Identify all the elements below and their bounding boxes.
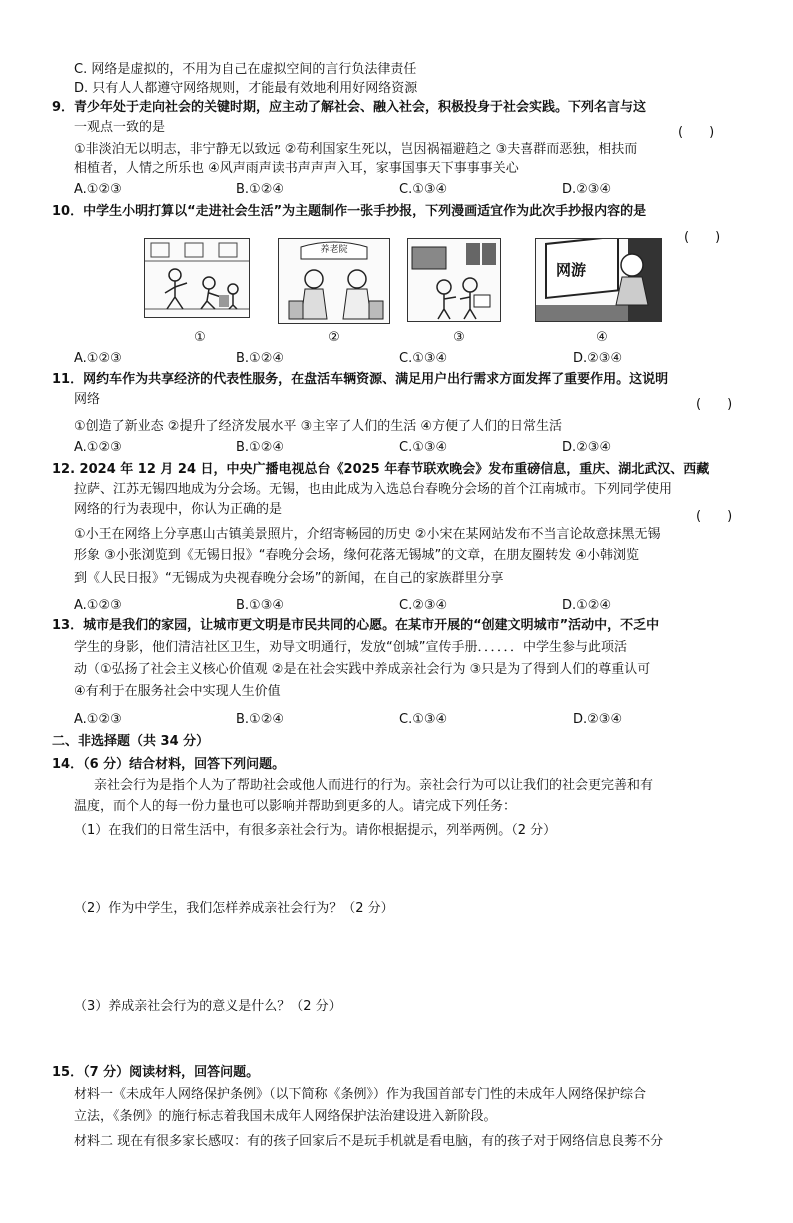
q11-answer-paren: ( ) — [696, 397, 733, 412]
cartoon-2-sign-text: 养老院 — [320, 245, 348, 255]
q9-statements-line1: ①非淡泊无以明志，非宁静无以致远 ②苟利国家生死以，岂因祸福避趋之 ③夫喜群而恶独，相扶而 — [74, 142, 638, 157]
q12-statements-line1: ①小王在网络上分享惠山古镇美景照片，介绍寄畅园的历史 ②小宋在某网站发布不当言论故意抹黑无锡 — [74, 527, 661, 542]
q11-option-a: A.①②③ — [74, 440, 122, 455]
q13-stem-line4: ④有利于在服务社会中实现人生价值 — [74, 684, 281, 699]
q14-heading: 14．（6 分）结合材料，回答下列问题。 — [52, 757, 286, 772]
q15-material-1-line1: 材料一《未成年人网络保护条例》（以下简称《条例》）作为我国首部专门性的未成年人网络保护综合 — [74, 1087, 647, 1102]
q12-statements-line3: 到《人民日报》“无锡成为央视春晚分会场”的新闻，在自己的家族群里分享 — [74, 571, 504, 586]
q13-stem-line2: 学生的身影，他们清洁社区卫生，劝导文明通行，发放“创城”宣传手册．．．．．．中学生参与此项活 — [74, 640, 627, 655]
helping-elder-illustration — [408, 239, 500, 321]
cartoon-3-image — [407, 238, 501, 322]
q9-answer-paren: ( ) — [678, 125, 715, 140]
q14-material-line1: 亲社会行为是指个人为了帮助社会或他人而进行的行为。亲社会行为可以让我们的社会更完善和有 — [94, 778, 654, 793]
q9-option-c: C.①③④ — [399, 182, 448, 197]
cartoon-2-image — [278, 238, 390, 324]
community-cleanup-illustration — [145, 239, 249, 317]
q9-statements-line2: 相植者，人情之所乐也 ④风声雨声读书声声声入耳，家事国事天下事事事关心 — [74, 161, 519, 176]
q12-answer-paren: ( ) — [696, 509, 733, 524]
q14-material-line2: 温度，而个人的每一份力量也可以影响并帮助到更多的人。请完成下列任务： — [74, 799, 517, 814]
q15-material-2-line1: 材料二 现在有很多家长感叹：有的孩子回家后不是玩手机就是看电脑，有的孩子对于网络信息良莠不分 — [74, 1134, 664, 1149]
cartoon-4-image — [535, 238, 662, 322]
online-gaming-illustration — [536, 239, 661, 321]
q9-stem-line2: 一观点一致的是 — [74, 120, 166, 135]
q9-option-b: B.①②④ — [236, 182, 285, 197]
q13-stem-line3: 动（①弘扬了社会主义核心价值观 ②是在社会实践中养成亲社会行为 ③只是为了得到人们的尊重认可 — [74, 662, 651, 677]
q14-subquestion-3: （3）养成亲社会行为的意义是什么？（2 分） — [74, 999, 342, 1014]
q10-option-b: B.①②④ — [236, 351, 285, 366]
q10-option-c: C.①③④ — [399, 351, 448, 366]
cartoon-3-caption: ③ — [453, 330, 465, 345]
q12-option-d: D.①②④ — [562, 598, 612, 613]
q9-stem-line1: 9．青少年处于走向社会的关键时期，应主动了解社会、融入社会，积极投身于社会实践。下列名言与这 — [52, 100, 647, 115]
q12-stem-line3: 网络的行为表现中，你认为正确的是 — [74, 502, 283, 517]
q11-statements: ①创造了新业态 ②提升了经济发展水平 ③主宰了人们的生活 ④方便了人们的日常生活 — [74, 419, 563, 434]
q14-subquestion-2: （2）作为中学生，我们怎样养成亲社会行为？（2 分） — [74, 901, 394, 916]
cartoon-4-caption: ④ — [596, 330, 608, 345]
q12-stem-line2: 拉萨、江苏无锡四地成为分会场。无锡，也由此成为入选总台春晚分会场的首个江南城市。下列同学使用 — [74, 482, 673, 497]
q13-option-c: C.①③④ — [399, 712, 448, 727]
cartoon-2-caption: ② — [328, 330, 340, 345]
q13-stem-line1: 13．城市是我们的家园，让城市更文明是市民共同的心愿。在某市开展的“创建文明城市”活动中，不乏中 — [52, 618, 660, 633]
q11-option-d: D.②③④ — [562, 440, 612, 455]
q12-statements-line2: 形象 ③小张浏览到《无锡日报》“春晚分会场，缘何花落无锡城”的文章，在朋友圈转发 ④小韩浏览 — [74, 548, 640, 563]
cartoon-1-image — [144, 238, 250, 318]
cartoon-1-caption: ① — [194, 330, 206, 345]
q15-material-1-line2: 立法，《条例》的施行标志着我国未成年人网络保护法治建设进入新阶段。 — [74, 1109, 497, 1124]
q11-stem-line2: 网络 — [74, 392, 101, 407]
q13-option-d: D.②③④ — [573, 712, 623, 727]
q10-answer-paren: ( ) — [684, 230, 721, 245]
q12-stem-line1: 12. 2024 年 12 月 24 日，中央广播电视总台《2025 年春节联欢晚会》发布重磅信息，重庆、湖北武汉、西藏 — [52, 462, 710, 477]
q11-option-b: B.①②④ — [236, 440, 285, 455]
q15-heading: 15．（7 分）阅读材料，回答问题。 — [52, 1065, 260, 1080]
q9-option-a: A.①②③ — [74, 182, 122, 197]
q8-option-d: D. 只有人人都遵守网络规则，才能最有效地利用好网络资源 — [74, 81, 418, 96]
q13-option-a: A.①②③ — [74, 712, 122, 727]
q8-option-c: C. 网络是虚拟的，不用为自己在虚拟空间的言行负法律责任 — [74, 62, 417, 77]
q9-option-d: D.②③④ — [562, 182, 612, 197]
q12-option-b: B.①③④ — [236, 598, 285, 613]
q10-option-d: D.②③④ — [573, 351, 623, 366]
q12-option-c: C.②③④ — [399, 598, 448, 613]
q10-option-a: A.①②③ — [74, 351, 122, 366]
q12-option-a: A.①②③ — [74, 598, 122, 613]
q11-option-c: C.①③④ — [399, 440, 448, 455]
q14-subquestion-1: （1）在我们的日常生活中，有很多亲社会行为。请你根据提示，列举两例。（2 分） — [74, 823, 557, 838]
q11-stem-line1: 11．网约车作为共享经济的代表性服务，在盘活车辆资源、满足用户出行需求方面发挥了重要作用。这说明 — [52, 372, 669, 387]
cartoon-4-screen-text: 网游 — [556, 261, 587, 279]
q10-stem: 10．中学生小明打算以“走进社会生活”为主题制作一张手抄报，下列漫画适宜作为此次手抄报内容的是 — [52, 204, 647, 219]
q13-option-b: B.①②④ — [236, 712, 285, 727]
section-2-heading: 二、非选择题（共 34 分） — [52, 734, 210, 749]
